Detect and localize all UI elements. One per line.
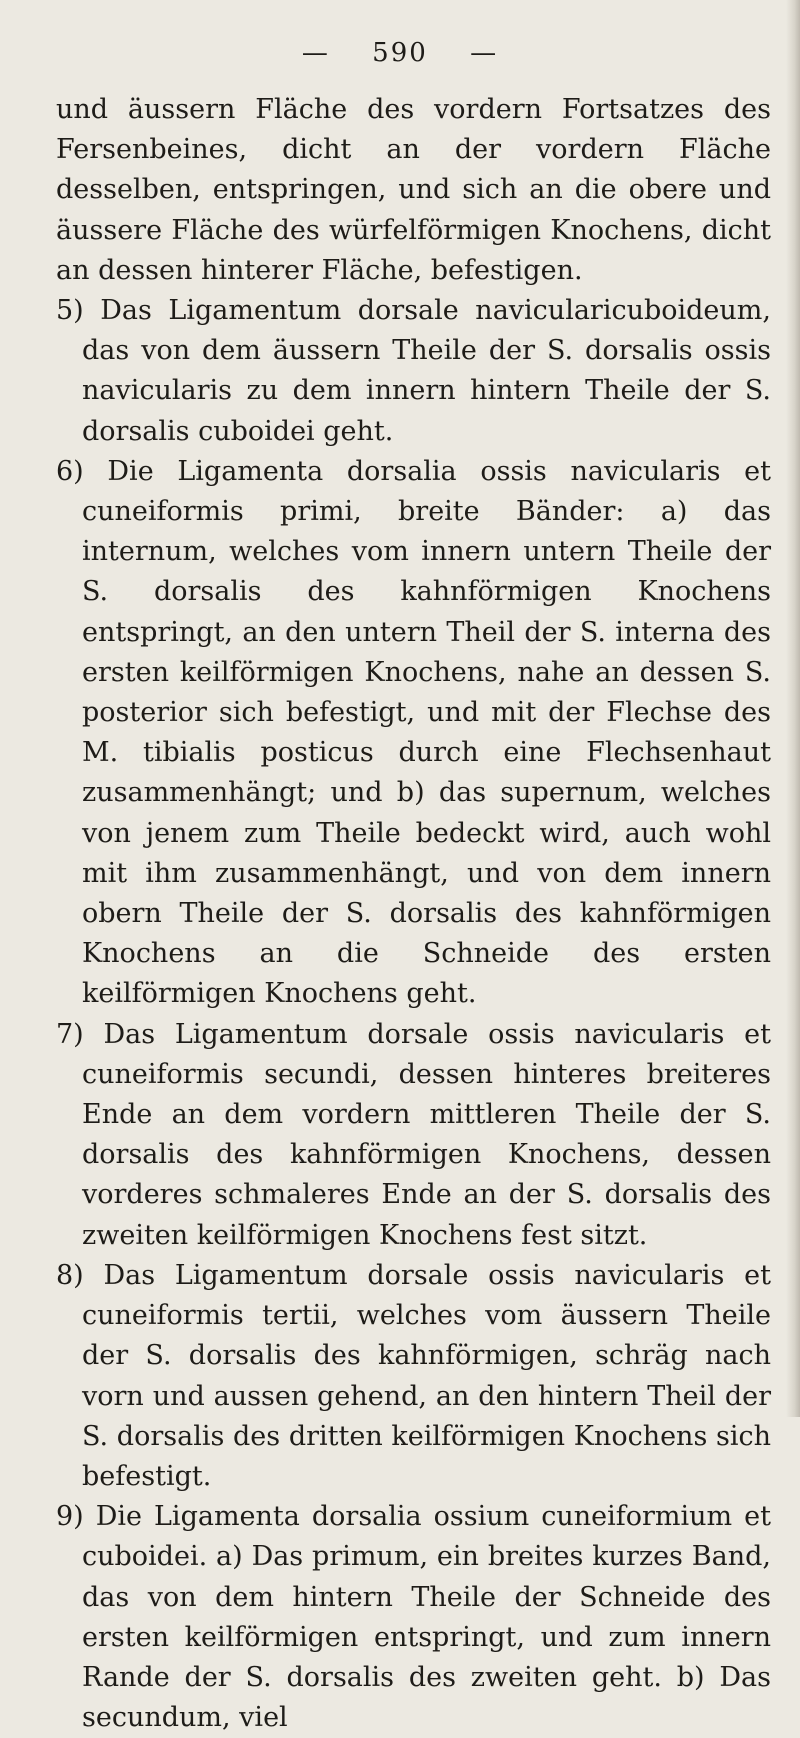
- paragraph-text: Das Ligamentum dorsale navicularicuboideum, das von dem äussern Theile der S. dorsalis ossis navicularis zu dem innern hintern Theile der S. dorsalis cuboidei geht.: [82, 295, 771, 447]
- body-text: [56, 90, 771, 1738]
- paragraph-text: Die Ligamenta dorsalia ossium cuneiformium et cuboidei. a) Das primum, ein breites kurzes Band, das von dem hintern Theile der Schneide des ersten keilförmigen entspringt, und zum innern Rande der S. dorsalis des zweiten geht. b) Das secundum, viel: [82, 1501, 771, 1734]
- paragraph-number: 5): [56, 295, 84, 327]
- paragraph-9: [56, 1497, 771, 1738]
- page-header: [0, 38, 800, 78]
- header-dash-right: —: [470, 38, 499, 68]
- paragraph-7: [56, 1015, 771, 1256]
- paragraph-text: und äussern Fläche des vordern Fortsatzes des Fersenbeines, dicht an der vordern Fläche desselben, entspringen, und sich an die obere und äussere Fläche des würfelförmigen Knochens, dicht an dessen hinterer Fläche, befestigen.: [56, 94, 771, 286]
- paragraph-6: [56, 452, 771, 1015]
- paragraph-5: [56, 291, 771, 452]
- paragraph-text: Das Ligamentum dorsale ossis navicularis et cuneiformis secundi, dessen hinteres breiteres Ende an dem vordern mittleren Theile der S. dorsalis des kahnförmigen Knochens, dessen vorderes schmaleres Ende an der S. dorsalis des zweiten keilförmigen Knochens fest sitzt.: [82, 1018, 771, 1251]
- paragraph-continuation: [56, 90, 771, 291]
- page-number: 590: [372, 38, 428, 68]
- paragraph-number: 7): [56, 1018, 84, 1050]
- paragraph-number: 6): [56, 455, 84, 487]
- page-edge: [786, 0, 800, 1417]
- paragraph-number: 8): [56, 1259, 84, 1291]
- header-dash-left: —: [301, 38, 330, 68]
- paragraph-text: Das Ligamentum dorsale ossis navicularis et cuneiformis tertii, welches vom äussern Theile der S. dorsalis des kahnförmigen, schräg nach vorn und aussen gehend, an den hintern Theil der S. dorsalis des dritten keilförmigen Knochens sich befestigt.: [82, 1259, 771, 1492]
- paragraph-number: 9): [56, 1501, 84, 1533]
- paragraph-8: [56, 1256, 771, 1497]
- paragraph-text: Die Ligamenta dorsalia ossis navicularis et cuneiformis primi, breite Bänder: a) das internum, welches vom innern untern Theile der S. dorsalis des kahnförmigen Knochens entspringt, an den untern Theil der S. interna des ersten keilförmigen Knochens, nahe an dessen S. posterior sich befestigt, und mit der Flechse des M. tibialis posticus durch eine Flechsenhaut zusammenhängt; und b) das supernum, welches von jenem zum Theile bedeckt wird, auch wohl mit ihm zusammenhängt, und von dem innern obern Theile der S. dorsalis des kahnförmigen Knochens an die Schneide des ersten keilförmigen Knochens geht.: [82, 455, 771, 1010]
